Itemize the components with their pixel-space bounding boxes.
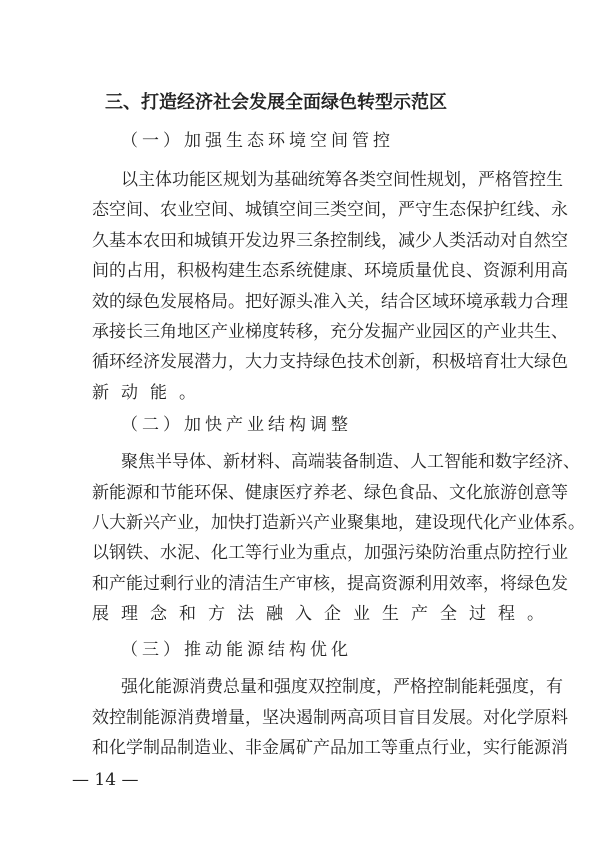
paragraph-line: 效控制能源消费增量，坚决遏制两高项目盲目发展。对化学原料 [92, 708, 568, 728]
subsection-title: （二）加快产业结构调整 [121, 415, 352, 435]
paragraph-line: 承接长三角地区产业梯度转移，充分发掘产业园区的产业共生、 [92, 322, 568, 342]
paragraph-line: 展理念和方法融入企业生产全过程。 [92, 604, 556, 624]
paragraph-line: 八大新兴产业，加快打造新兴产业聚集地，建设现代化产业体系。 [92, 513, 585, 533]
section-heading: 三、打造经济社会发展全面绿色转型示范区 [105, 92, 447, 113]
paragraph-line: 循环经济发展潜力，大力支持绿色技术创新，积极培育壮大绿色 [92, 352, 568, 372]
paragraph-line: 效的绿色发展格局。把好源头准入关，结合区域环境承载力合理 [92, 292, 568, 312]
paragraph-line: 久基本农田和城镇开发边界三条控制线，减少人类活动对自然空 [92, 231, 568, 251]
page-number: — 14 — [72, 770, 139, 790]
paragraph-line: 新能源和节能环保、健康医疗养老、绿色食品、文化旅游创意等 [92, 483, 568, 503]
paragraph-line: 聚焦半导体、新材料、高端装备制造、人工智能和数字经济、 [121, 452, 580, 472]
paragraph-line: 态空间、农业空间、城镇空间三类空间，严守生态保护红线、永 [92, 200, 568, 220]
paragraph-line: 和产能过剩行业的清洁生产审核，提高资源利用效率，将绿色发 [92, 574, 568, 594]
paragraph-line: 新动能。 [92, 383, 208, 403]
paragraph-line: 强化能源消费总量和强度双控制度，严格控制能耗强度，有 [121, 677, 563, 697]
subsection-title: （一）加强生态环境空间管控 [121, 131, 394, 151]
paragraph-line: 和化学制品制造业、非金属矿产品加工等重点行业，实行能源消 [92, 738, 568, 758]
paragraph-line: 以主体功能区规划为基础统筹各类空间性规划，严格管控生 [121, 170, 563, 190]
paragraph-line: 以钢铁、水泥、化工等行业为重点，加强污染防治重点防控行业 [92, 543, 568, 563]
paragraph-line: 间的占用，积极构建生态系统健康、环境质量优良、资源利用高 [92, 261, 568, 281]
subsection-title: （三）推动能源结构优化 [121, 640, 352, 660]
